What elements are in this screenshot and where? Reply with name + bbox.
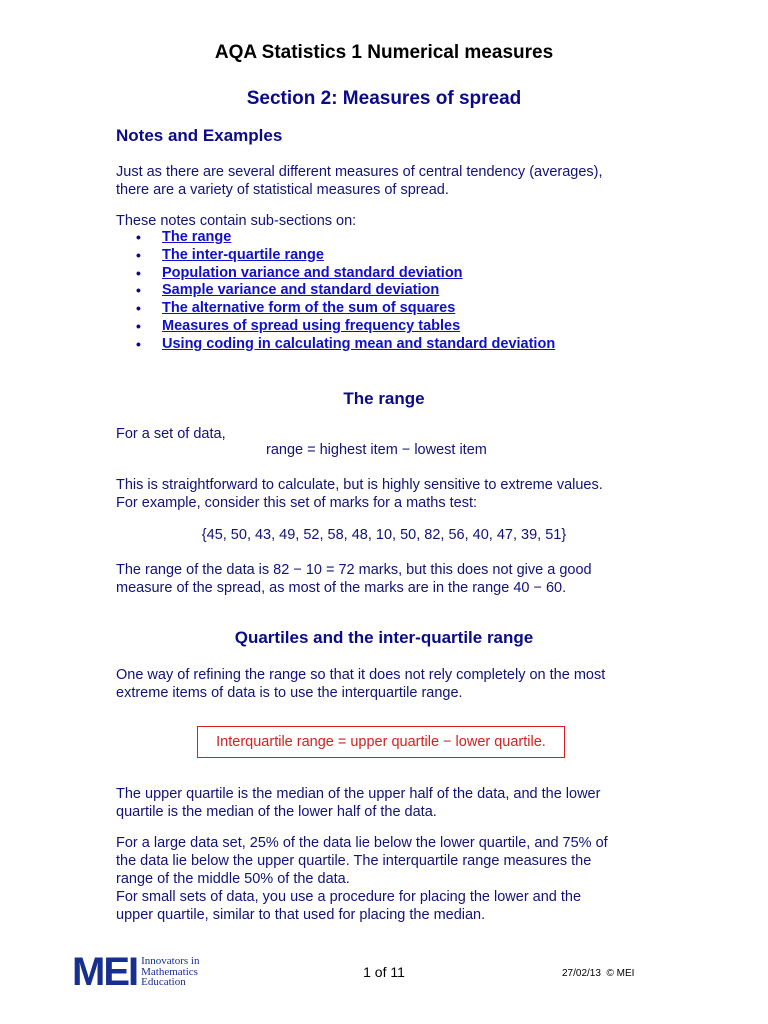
intro-line: there are a variety of statistical measures of spread. — [116, 182, 449, 198]
footer-date: 27/02/13 — [562, 968, 601, 979]
intro-paragraph — [116, 163, 676, 199]
toc-link-frequency-tables[interactable]: Measures of spread using frequency tables — [162, 317, 461, 334]
toc-item — [134, 300, 555, 318]
bullet-icon: • — [136, 317, 141, 334]
page-number: 1 of 11 — [363, 964, 405, 980]
marks-data-set: {45, 50, 43, 49, 52, 58, 48, 10, 50, 82, 56, 40, 47, 39, 51} — [201, 527, 567, 543]
large-set-paragraph: For a large data set, 25% of the data lie below the lower quartile, and 75% of the data lie below the upper quartile. The interquartile range measures the range of the middle 50% of the data. For small sets of data, you use a procedure for placing the lower and the upper quartile, similar to that used for placing the median. — [116, 835, 608, 923]
bullet-icon: • — [136, 300, 141, 317]
range-heading: The range — [343, 389, 425, 408]
mei-logo-tagline: Innovators in Mathematics Education — [141, 955, 200, 989]
footer-date-copyright — [562, 968, 634, 979]
toc-link-sample-variance[interactable]: Sample variance and standard deviation — [162, 282, 440, 299]
toc-item — [134, 336, 555, 354]
bullet-icon: • — [136, 246, 141, 263]
range-sensitive-paragraph: This is straightforward to calculate, but is highly sensitive to extreme values. For example, consider this set of marks for a maths test: — [116, 477, 603, 511]
toc-item — [134, 229, 555, 247]
toc-link-range[interactable]: The range — [162, 229, 232, 245]
document-title: AQA Statistics 1 Numerical measures — [214, 42, 554, 63]
bullet-icon: • — [136, 264, 141, 281]
upper-quartile-paragraph: The upper quartile is the median of the upper half of the data, and the lower quartile is the median of the lower half of the data. — [116, 786, 601, 820]
toc-item — [134, 265, 555, 283]
toc-link-inter-quartile-range[interactable]: The inter-quartile range — [162, 246, 324, 263]
toc-intro: These notes contain sub-sections on: — [116, 213, 357, 229]
footer-copyright: © MEI — [606, 968, 635, 979]
quartiles-heading: Quartiles and the inter-quartile range — [234, 628, 534, 647]
bullet-icon: • — [136, 229, 141, 245]
intro-line: Just as there are several different measures of central tendency (averages), — [116, 164, 603, 180]
iqr-definition-box: Interquartile range = upper quartile − lower quartile. — [197, 726, 565, 758]
toc-link-population-variance[interactable]: Population variance and standard deviation — [162, 264, 463, 281]
range-for-set: For a set of data, — [116, 426, 226, 442]
toc-item — [134, 282, 555, 300]
toc-link-coding[interactable]: Using coding in calculating mean and standard deviation — [162, 335, 556, 352]
bullet-icon: • — [136, 282, 141, 299]
bullet-icon: • — [136, 335, 141, 352]
toc-link-sum-of-squares[interactable]: The alternative form of the sum of squares — [162, 300, 456, 317]
notes-heading: Notes and Examples — [116, 126, 283, 145]
toc-item — [134, 247, 555, 265]
range-formula: range = highest item − lowest item — [266, 442, 487, 458]
refining-paragraph: One way of refining the range so that it does not rely completely on the most extreme items of data is to use the interquartile range. — [116, 667, 606, 701]
mei-logo-mark: MEI — [72, 950, 138, 994]
section-title: Section 2: Measures of spread — [246, 88, 522, 109]
toc-list — [134, 229, 555, 354]
toc-item — [134, 318, 555, 336]
range-result-paragraph: The range of the data is 82 − 10 = 72 marks, but this does not give a good measure of the spread, as most of the marks are in the range 40 − 60. — [116, 562, 592, 596]
